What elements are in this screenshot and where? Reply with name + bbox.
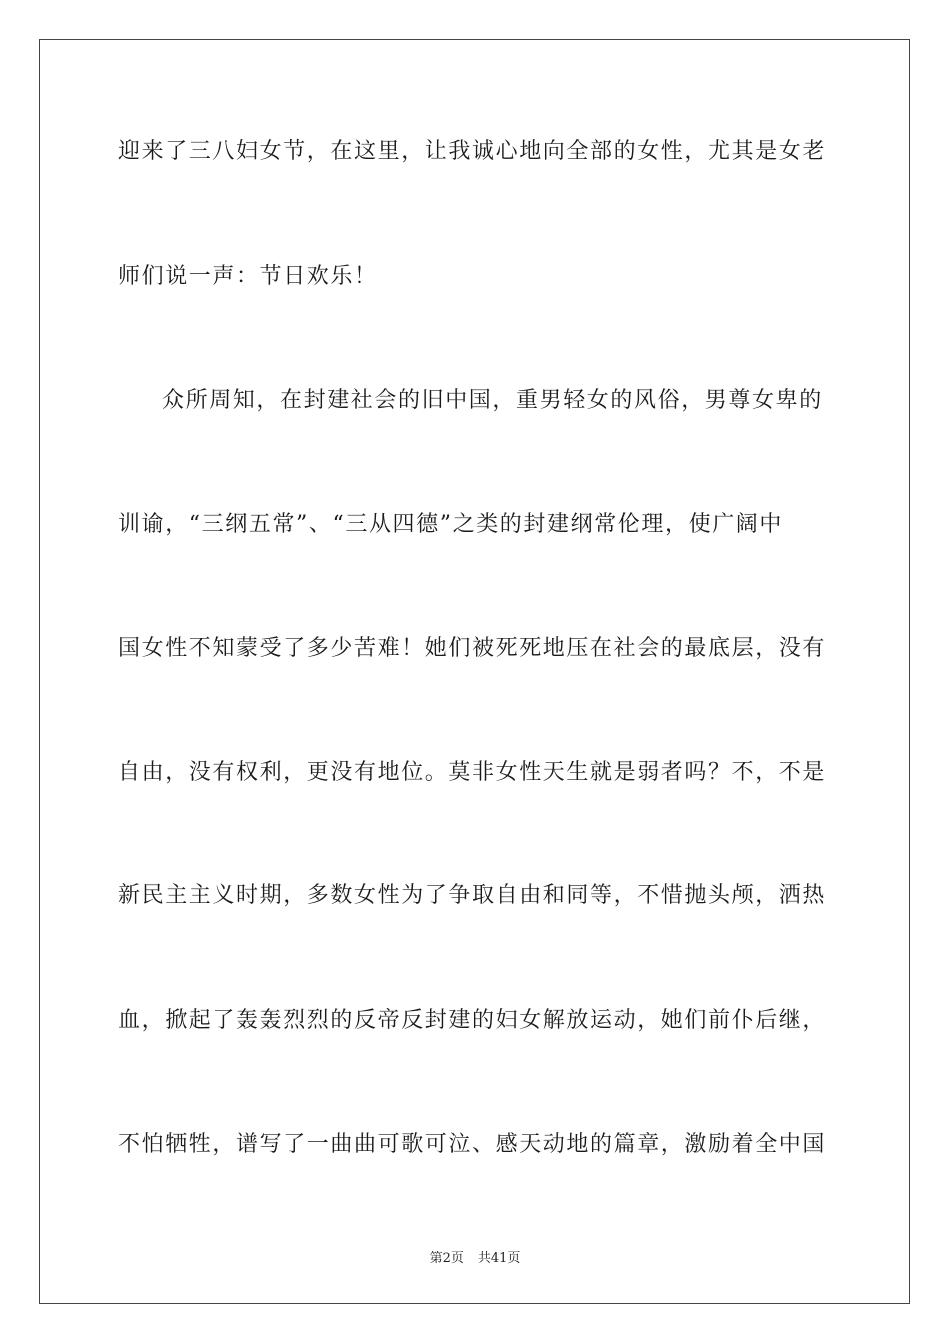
paragraph-line-7: 新民主主义时期，多数女性为了争取自由和同等，不惜抛头颅，洒热 (118, 883, 827, 908)
page-border (39, 39, 910, 1304)
paragraph-line-8: 血，掀起了轰轰烈烈的反帝反封建的妇女解放运动，她们前仆后继， (118, 1008, 827, 1033)
page-footer (0, 1247, 950, 1266)
paragraph-line-2: 师们说一声：节日欢乐！ (118, 264, 378, 289)
page-total: 共41页 (477, 1251, 521, 1266)
paragraph-line-3: 众所周知，在封建社会的旧中国，重男轻女的风俗，男尊女卑的 (162, 388, 823, 413)
page-number: 第2页 (429, 1251, 464, 1266)
paragraph-line-5: 国女性不知蒙受了多少苦难！她们被死死地压在社会的最底层，没有 (118, 636, 827, 661)
paragraph-line-4: 训谕，“三纲五常”、“三从四德”之类的封建纲常伦理，使广阔中 (118, 512, 783, 537)
paragraph-line-9: 不怕牺牲，谱写了一曲曲可歌可泣、感天动地的篇章，激励着全中国 (118, 1132, 827, 1157)
paragraph-line-6: 自由，没有权利，更没有地位。莫非女性天生就是弱者吗？不，不是 (118, 760, 827, 785)
paragraph-line-1: 迎来了三八妇女节，在这里，让我诚心地向全部的女性，尤其是女老 (118, 139, 827, 164)
